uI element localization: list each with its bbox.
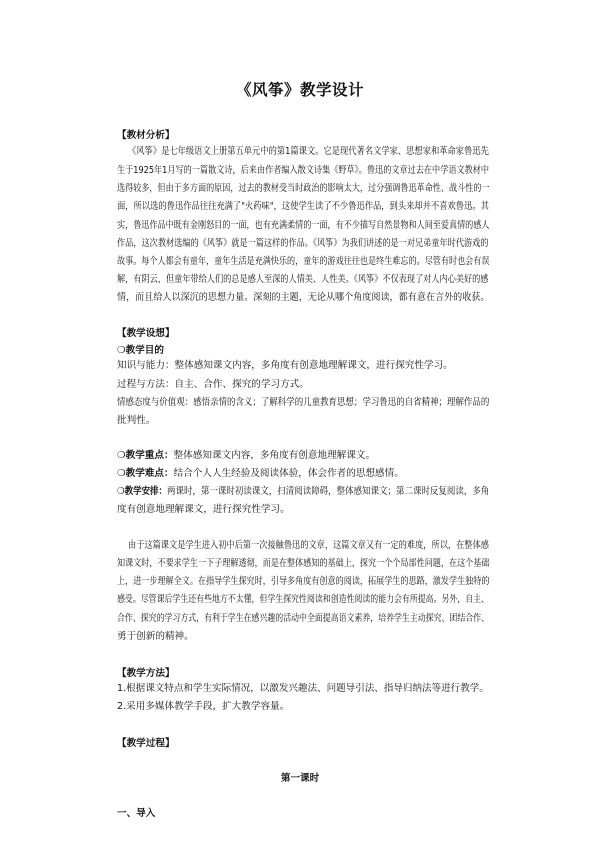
goal-item: 过程与方法：自主、合作、探究的学习方式。 (117, 379, 309, 390)
key-point-label: ❍教学重点： (117, 450, 174, 461)
intro-line: 合作、探究的学习方式，有利于学生在感兴趣的活动中全面提高语文素养，培养学生主动探究、团结合作、 (117, 613, 489, 624)
analysis-line: 解，有阴云，但童年带给人们的总是感人至深的人情美、人性美。《风筝》不仅表现了对人内心美好的感 (117, 274, 489, 285)
difficulty-text: 结合个人人生经验及阅读体验，体会作者的思想感情。 (173, 468, 404, 479)
method-item: 1.根据课文特点和学生实际情况，以激发兴趣法、问题导引法、指导归纳法等进行教学。 (117, 683, 489, 694)
key-point-text: 整体感知课文内容，多角度有创意地理解课文。 (173, 450, 376, 461)
analysis-line: 选得较多，但由于多方面的原因，过去的教材受当时政治的影响太大，过分强调鲁迅革命性、战斗性的一 (117, 183, 490, 194)
difficulty-label: ❍教学难点： (117, 468, 174, 479)
intro-line: 由于这篇课文是学生进入初中后第一次接触鲁迅的文章，这篇文章又有一定的难度，所以，在整体感 (128, 540, 489, 551)
schedule-point (117, 486, 489, 498)
step-heading: 一、导入 (117, 808, 156, 819)
intro-line: 勇于创新的精神。 (117, 631, 194, 642)
analysis-line: 面，所以选的鲁迅作品往往充满了"火药味"，这使学生读了不少鲁迅作品，到头来却并不喜欢鲁迅。其 (117, 201, 489, 212)
goal-item: 知识与能力：整体感知课文内容，多角度有创意地理解课文，进行探究性学习。 (117, 360, 453, 371)
intro-line: 上，进一步理解全文。在指导学生探究时，引导多角度有创意的阅读，拓展学生的思路，激发学生独特的 (117, 576, 490, 587)
intro-line: 知课文时，不要求学生一下子理解透彻，而是在整体感知的基础上，探究一个个局部性问题，在这个基础 (117, 558, 490, 569)
analysis-heading: 【教材分析】 (117, 130, 175, 141)
lesson-title: 第一课时 (280, 773, 320, 784)
analysis-line: 作品，这次教材选编的《风筝》就是一篇这样的作品。《风筝》为我们讲述的是一对兄弟童年时代游戏的 (117, 238, 489, 249)
page-title: 《风筝》教学设计 (235, 81, 364, 99)
method-item: 2.采用多媒体教学手段，扩大教学容量。 (117, 701, 290, 712)
difficulty-point (117, 468, 404, 480)
analysis-line: 情，而且给人以深沉的思想力量。深刻的主题，无论从哪个角度阅读，都有意在言外的收获。 (117, 292, 490, 303)
schedule-continued: 度有创意地理解课文，进行探究性学习。 (117, 504, 290, 515)
analysis-line: 实，鲁迅作品中既有金刚怒目的一面，也有充满柔情的一面，有不少描写自然景物和人间至爱真情的感人 (117, 220, 490, 231)
goal-item: 情感态度与价值观：感悟亲情的含义；了解科学的儿童教育思想；学习鲁迅的自省精神；理解作品的 (117, 397, 490, 408)
key-point (117, 450, 375, 462)
schedule-text: 两课时，第一课时初读课文，扫清阅读障碍，整体感知课文；第二课时反复阅读，多角 (167, 486, 490, 497)
analysis-line: 故事。每个人都会有童年，童年生活是充满快乐的，童年的游戏往往也是终生难忘的。尽管有时也会有误 (117, 256, 490, 267)
process-heading: 【教学过程】 (117, 738, 175, 749)
methods-heading: 【教学方法】 (117, 668, 175, 679)
intro-line: 感受。尽管课后学生还有些地方不太懂，但学生探究性阅读和创造性阅读的能力会有所提高。另外，自主、 (117, 594, 489, 605)
analysis-line: 《风筝》是七年级语文上册第五单元中的第1篇课文。它是现代著名文学家、思想家和革命家鲁迅先 (128, 146, 489, 157)
analysis-line: 生于1925年1月写的一篇散文诗，后来由作者编入散文诗集《野草》。鲁迅的文章过去在中学语文教材中 (117, 165, 490, 176)
design-heading: 【教学设想】 (117, 328, 175, 339)
goals-heading: ❍教学目的 (117, 345, 164, 356)
schedule-label: ❍教学安排： (117, 486, 168, 497)
goal-item: 批判性。 (117, 415, 156, 426)
